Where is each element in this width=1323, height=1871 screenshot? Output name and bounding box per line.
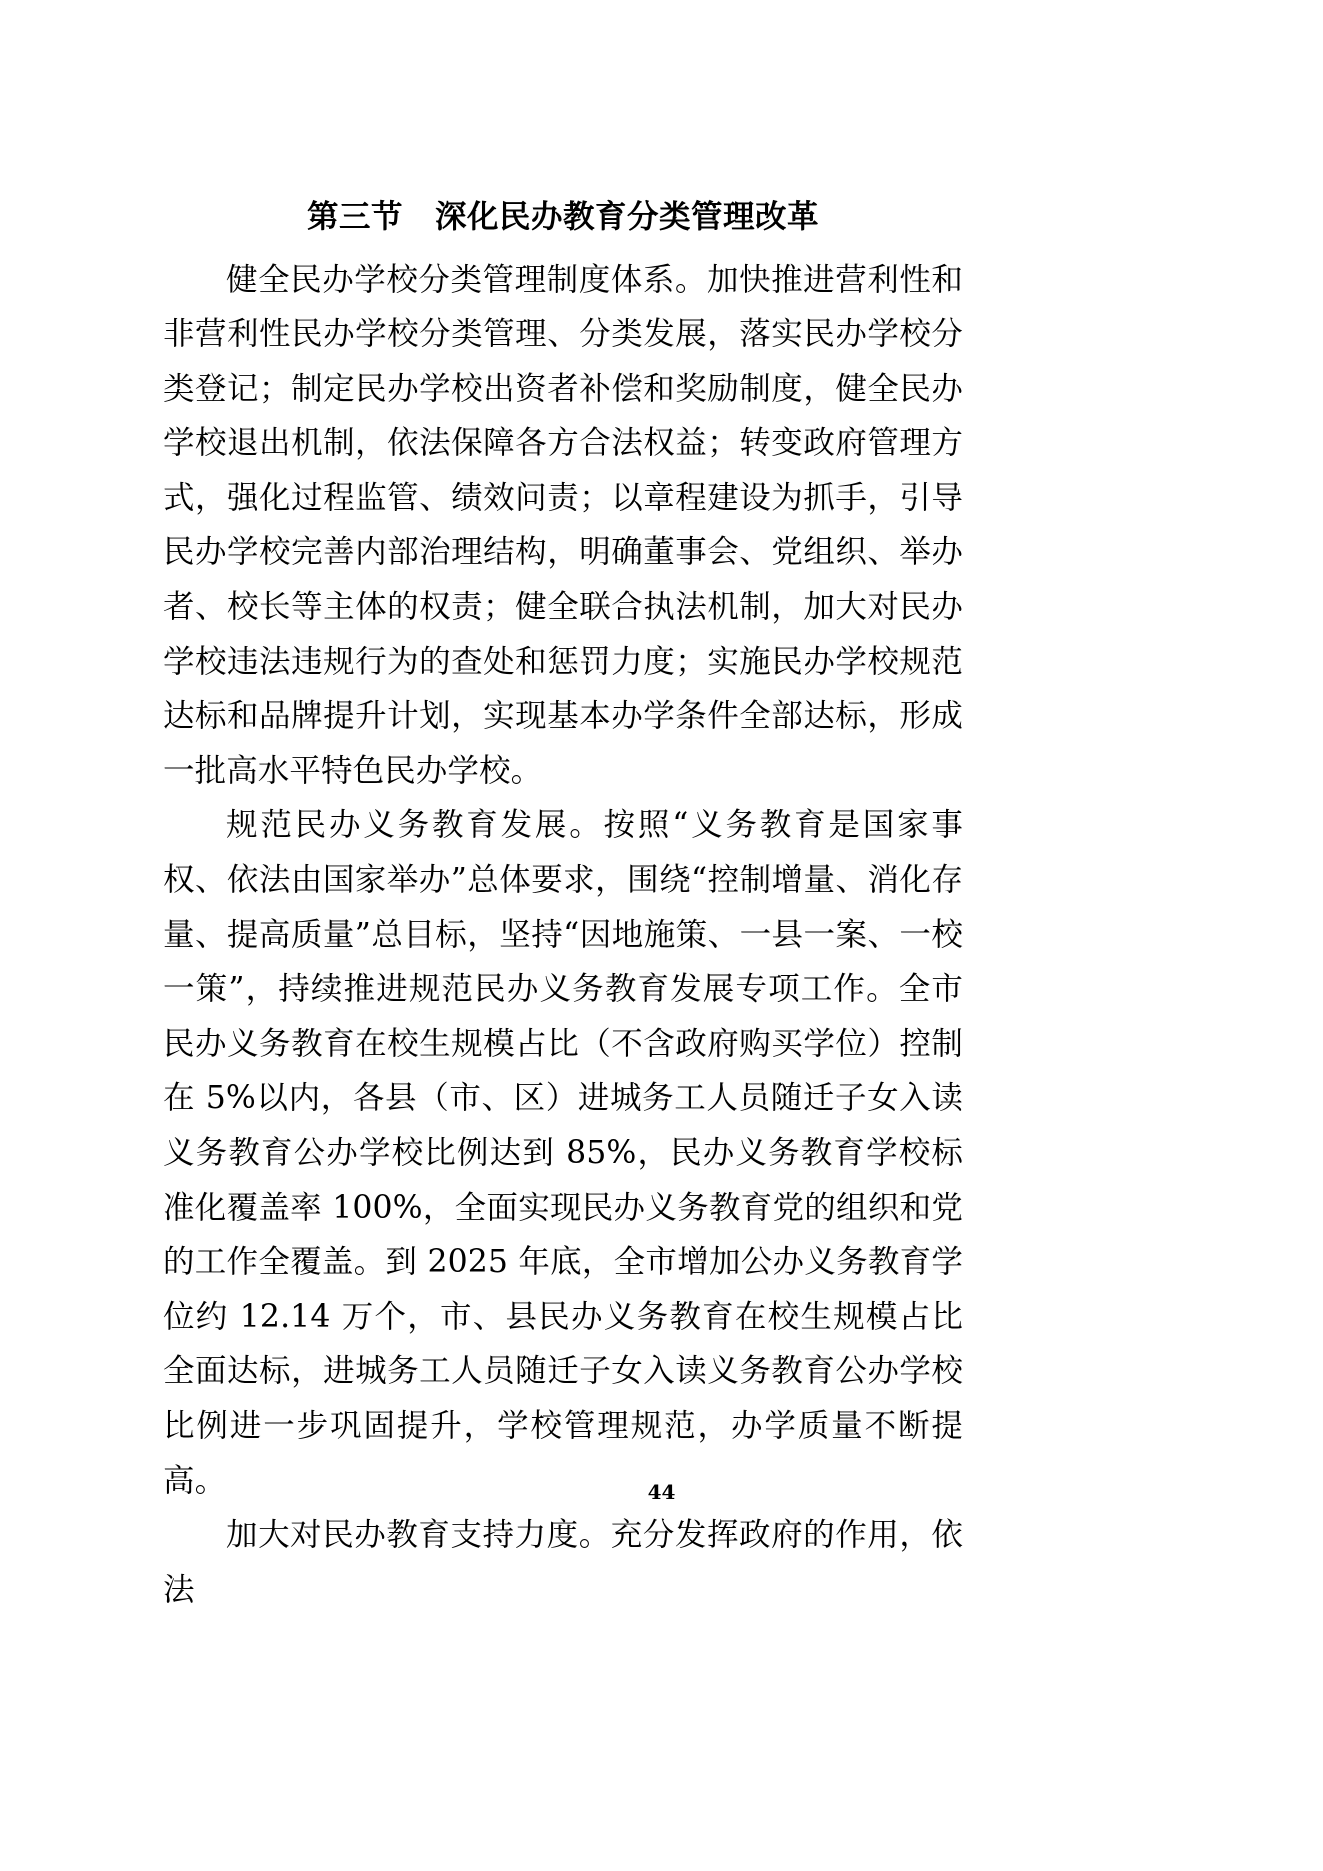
page-content xyxy=(163,196,963,1617)
paragraph-3: 加大对民办教育支持力度。充分发挥政府的作用，依法 xyxy=(163,1517,963,1608)
section-title: 第三节 深化民办教育分类管理改革 xyxy=(306,198,819,235)
page-number: 44 xyxy=(647,1480,676,1504)
paragraph-1: 健全民办学校分类管理制度体系。加快推进营利性和非营利性民办学校分类管理、分类发展，落实民办学校分类登记；制定民办学校出资者补偿和奖励制度，健全民办学校退出机制，依法保障各方合法权益；转变政府管理方式，强化过程监管、绩效问责；以章程建设为抓手，引导民办学校完善内部治理结构，明确董事会、党组织、举办者、校长等主体的权责；健全联合执法机制，加大对民办学校违法违规行为的查处和惩罚力度；实施民办学校规范达标和品牌提升计划，实现基本办学条件全部达标，形成一批高水平特色民办学校。 xyxy=(163,261,963,789)
paragraph-2: 规范民办义务教育发展。按照“义务教育是国家事权、依法由国家举办”总体要求，围绕“控制增量、消化存量、提高质量”总目标，坚持“因地施策、一县一案、一校一策”，持续推进规范民办义务教育发展专项工作。全市民办义务教育在校生规模占比（不含政府购买学位）控制在 5%以内，各县（市、区）进城务工人员随迁子女入读义务教育公办学校比例达到 85%，民办义务教育学校标准化覆盖率 100%，全面实现民办义务教育党的组织和党的工作全覆盖。到 2025 年底，全市增加公办义务教育学位约 12.14 万个，市、县民办义务教育在校生规模占比全面达标，进城务工人员随迁子女入读义务教育公办学校比例进一步巩固提升，学校管理规范，办学质量不断提高。 xyxy=(163,807,963,1499)
